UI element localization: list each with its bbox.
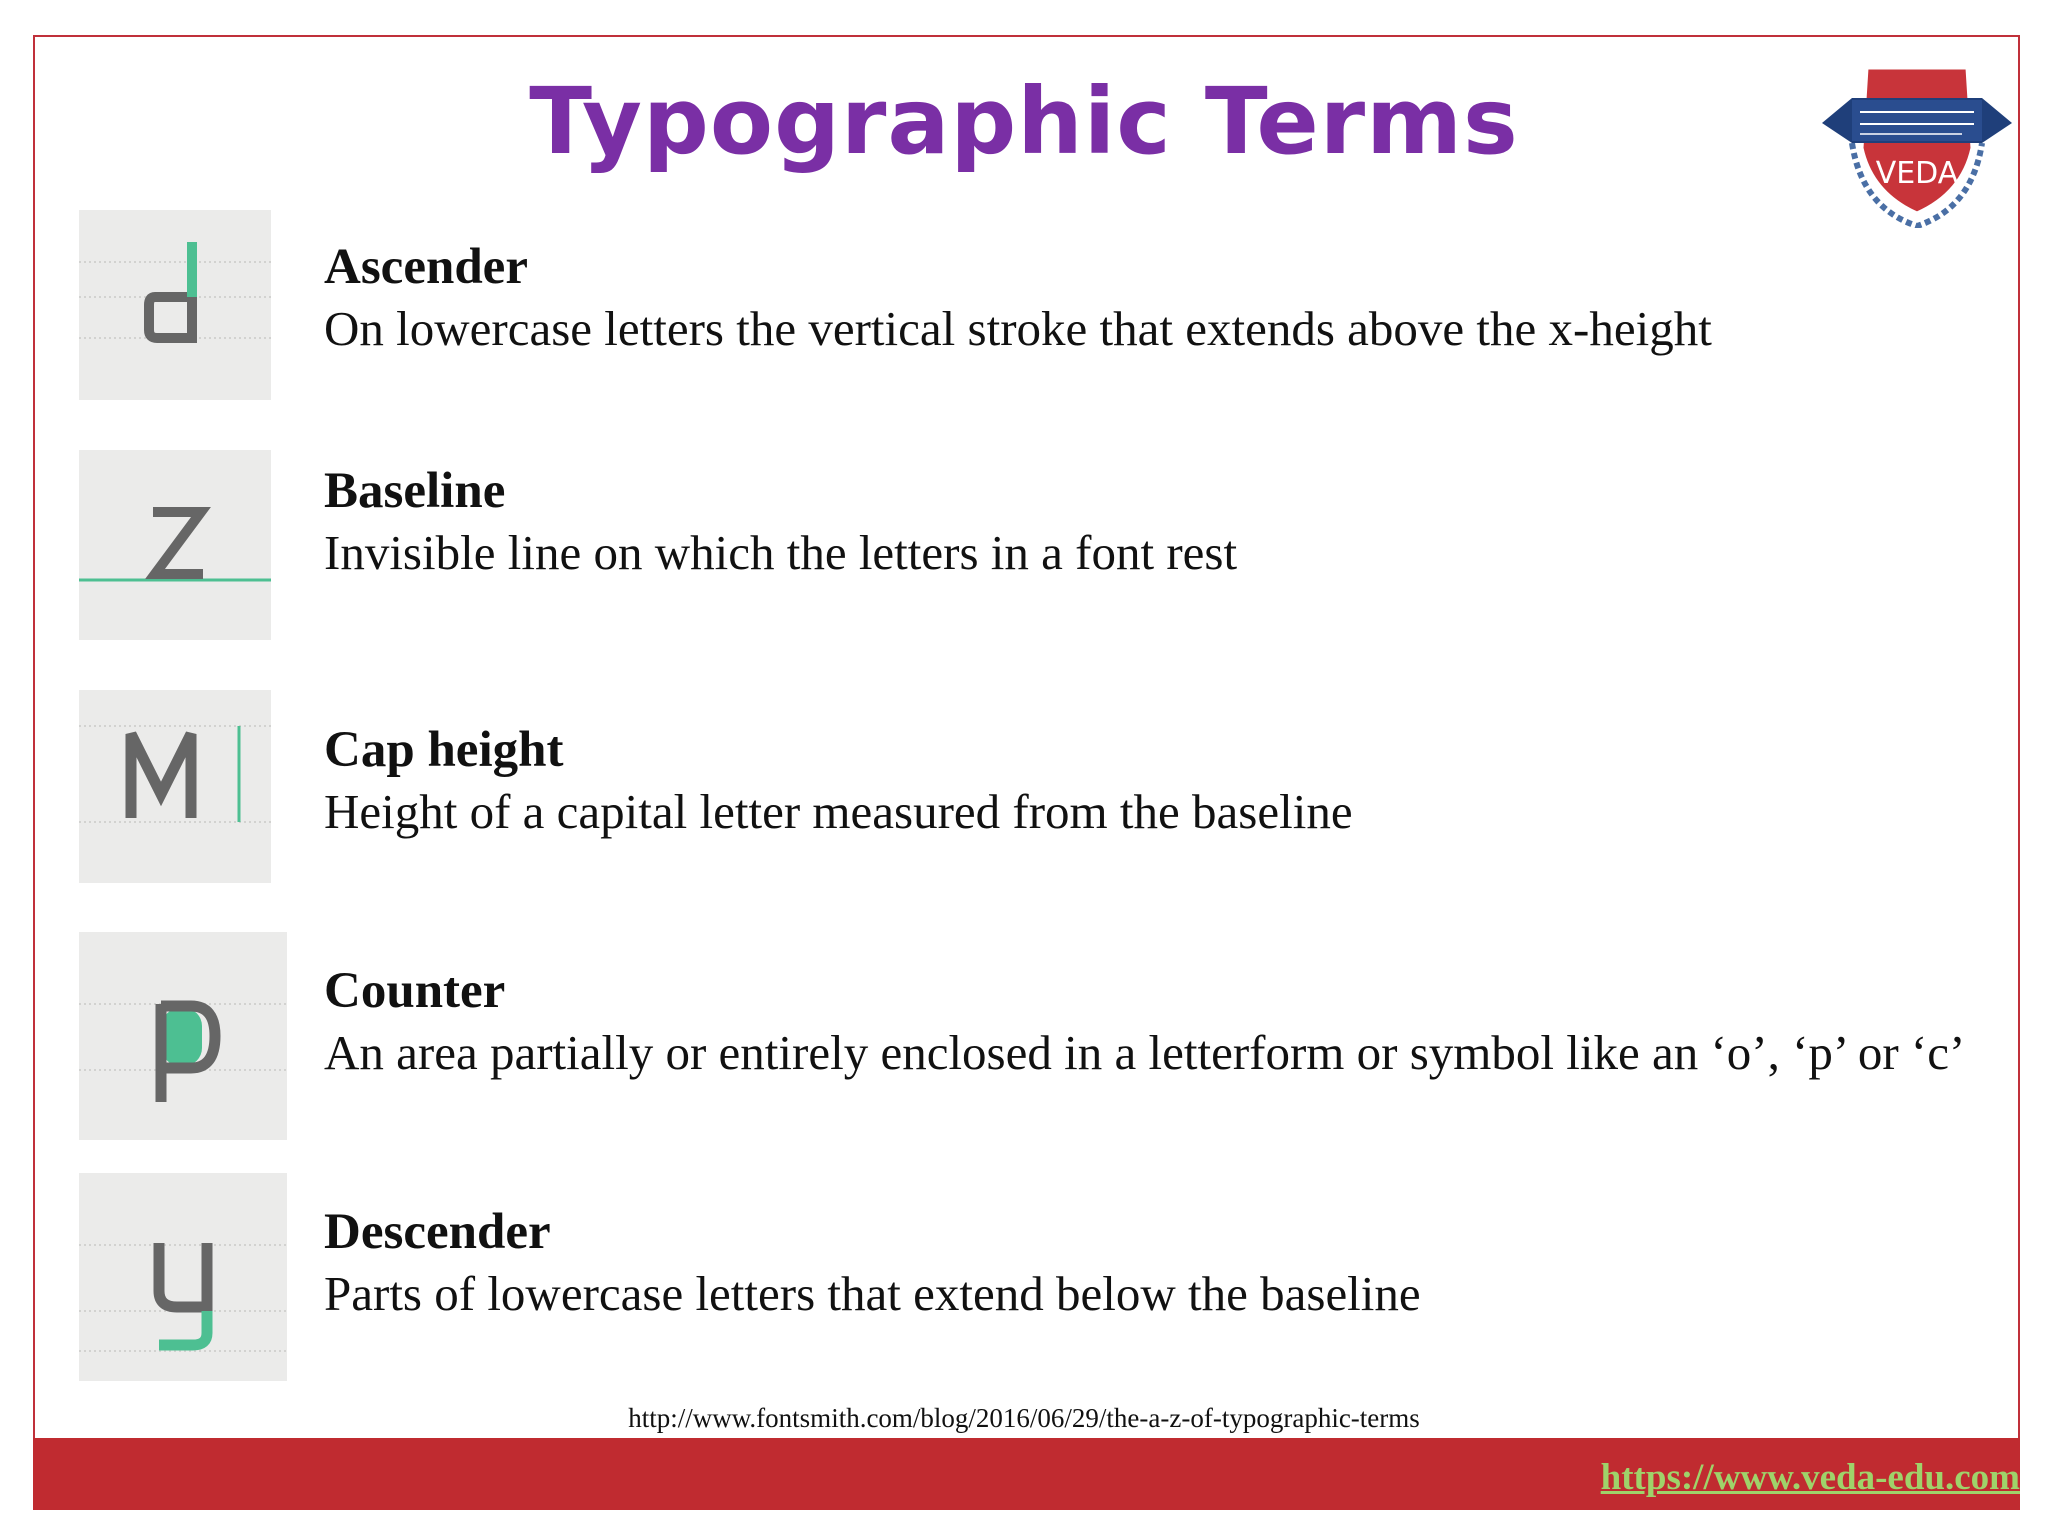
term-description: Height of a capital letter measured from the baseline [324,784,1353,839]
term-name: Descender [324,1204,551,1260]
veda-logo [1812,48,2022,228]
term-description: Parts of lowercase letters that extend below the baseline [324,1266,1421,1321]
veda-shield-logo-icon [1812,48,2022,228]
term-description: An area partially or entirely enclosed in a letterform or symbol like an ‘o’, ‘p’ or ‘c’ [324,1025,1966,1080]
descender-glyph-icon [79,1173,287,1381]
cap-height-glyph-icon [79,690,271,883]
baseline-glyph-icon [79,450,271,640]
term-description: Invisible line on which the letters in a font rest [324,525,1238,580]
counter-glyph-icon [79,932,287,1140]
source-citation: http://www.fontsmith.com/blog/2016/06/29/the-a-z-of-typographic-terms [628,1403,1420,1433]
footer-website-link[interactable]: https://www.veda-edu.com [1600,1457,2020,1498]
term-name: Counter [324,963,506,1019]
term-name: Baseline [324,463,506,519]
logo-text: VEDA [1875,156,1959,191]
ascender-glyph-icon [79,210,271,400]
page-title: Typographic Terms [529,68,1519,175]
term-description: On lowercase letters the vertical stroke that extends above the x-height [324,301,1712,356]
term-name: Cap height [324,722,564,778]
term-name: Ascender [324,239,528,295]
